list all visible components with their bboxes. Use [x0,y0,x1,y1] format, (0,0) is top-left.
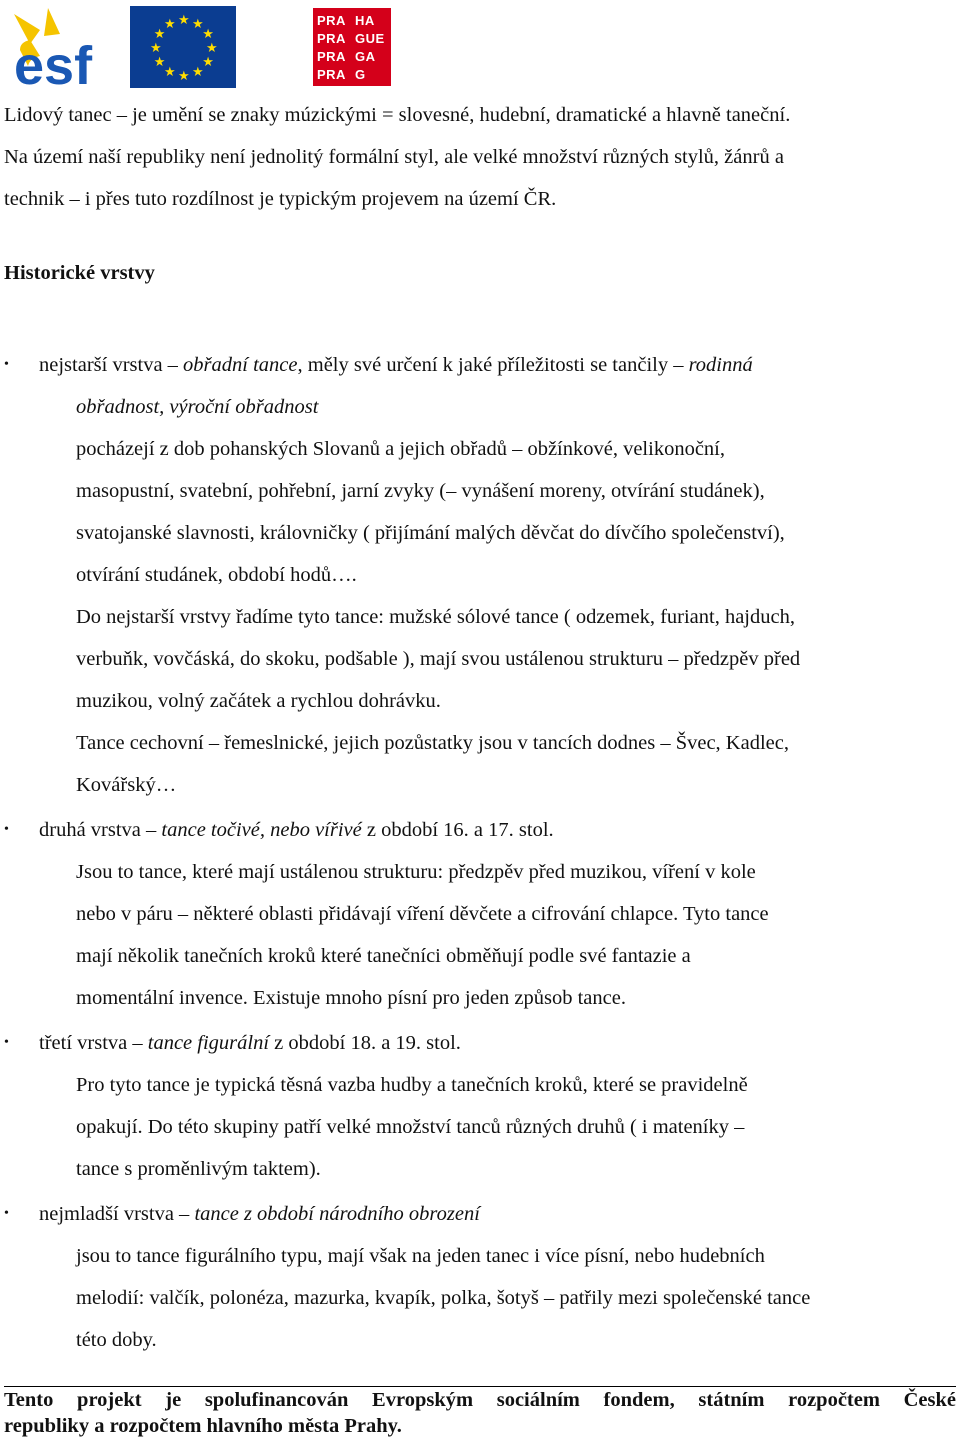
eu-star-icon: ★ [153,54,166,69]
eu-star-icon: ★ [178,68,190,83]
layer-heading [39,1022,948,1064]
prague-logo-text: GUE [355,31,385,46]
layer-text: z období 16. a 17. stol. [361,819,554,841]
eu-star-icon: ★ [202,26,214,41]
eu-star-icon: ★ [150,40,162,55]
layer-item [4,1022,948,1190]
layer-text: z období 18. a 19. stol. [269,1032,461,1054]
layer-name-italic: tance z období národního obrození [194,1203,480,1225]
layer-name-italic: obřadní tance [183,354,298,376]
paragraph-line: opakují. Do této skupiny patří velké množství tanců různých druhů ( i mateníky – [76,1116,745,1138]
page-header [0,0,960,92]
funding-footer [4,1386,956,1439]
paragraph-line: Do nejstarší vrstvy řadíme tyto tance: mužské sólové tance ( odzemek, furiant, hajduch, [76,606,795,628]
layer-text: , měly své určení k jaké příležitosti se tančily – [297,354,689,376]
paragraph-line: verbuňk, vovčáská, do skoku, podšable ), mají svou ustálenou strukturu – předzpěv před [76,648,801,670]
eu-star-icon: ★ [192,15,204,31]
esf-logo [10,4,238,90]
layer-paragraph [39,596,948,722]
layer-name-italic: tance točivé, nebo vířivé [161,819,362,841]
layer-paragraph [39,1064,948,1190]
paragraph-line: otvírání studánek, období hodů…. [76,564,357,586]
intro-line: Lidový tanec – je umění se znaky múzickými = slovesné, hudební, dramatické a hlavně taneční. [4,104,791,126]
esf-wordmark [10,4,126,90]
prague-logo-text: PRA [317,13,346,28]
paragraph-line: nebo v páru – některé oblasti přidávají víření děvčete a cifrování chlapce. Tyto tance [76,903,769,925]
paragraph-line: pocházejí z dob pohanských Slovanů a jejich obřadů – obžínkové, velikonoční, [76,438,725,460]
layer-name-italic: rodinná [688,354,753,376]
layer-name-continuation: obřadnost, výroční obřadnost [76,396,319,418]
layer-heading [39,344,948,428]
prague-logo [313,8,391,86]
bullet-icon: • [4,1035,9,1050]
layer-text: třetí vrstva – [39,1032,148,1054]
intro-paragraph [4,94,948,220]
layer-item [4,1193,948,1361]
bullet-icon: • [4,357,9,372]
layer-text: nejmladší vrstva – [39,1203,195,1225]
intro-line: Na území naší republiky není jednolitý formální styl, ale velké množství různých stylů, žánrů a [4,146,784,168]
eu-star-icon: ★ [206,40,218,55]
prague-logo-text: PRA [317,67,346,82]
prague-logo-text: G [355,67,366,82]
eu-star-icon: ★ [164,64,176,80]
footer-line: Tento projekt je spolufinancován Evropským sociálním fondem, státním rozpočtem České [4,1389,956,1411]
prague-logo-text: PRA [317,31,346,46]
paragraph-line: Pro tyto tance je typická těsná vazba hudby a tanečních kroků, které se pravidelně [76,1074,748,1096]
eu-star-icon: ★ [178,12,190,27]
layer-text: druhá vrstva – [39,819,162,841]
paragraph-line: melodií: valčík, polonéza, mazurka, kvapík, polka, šotyš – patřily mezi společenské tance [76,1287,811,1309]
footer-line: republiky a rozpočtem hlavního města Prahy. [4,1415,402,1437]
paragraph-line: tance s proměnlivým taktem). [76,1158,321,1180]
layer-paragraph [39,1235,948,1361]
prague-logo-text: PRA [317,49,346,64]
paragraph-line: Tance cechovní – řemeslnické, jejich pozůstatky jsou v tancích dodnes – Švec, Kadlec, [76,732,789,754]
eu-star-icon: ★ [164,15,176,31]
paragraph-line: masopustní, svatební, pohřební, jarní zvyky (– vynášení moreny, otvírání studánek), [76,480,765,502]
eu-star-icon: ★ [192,64,204,80]
bullet-icon: • [4,1206,9,1221]
paragraph-line: jsou to tance figurálního typu, mají však na jeden tanec i více písní, nebo hudebních [76,1245,765,1267]
layer-name-italic: tance figurální [147,1032,270,1054]
layer-item [4,809,948,1019]
paragraph-line: muzikou, volný začátek a rychlou dohrávku. [76,690,441,712]
paragraph-line: Jsou to tance, které mají ustálenou strukturu: předzpěv před muzikou, víření v kole [76,861,756,883]
prague-logo-text: HA [355,13,375,28]
paragraph-line: mají několik tanečních kroků které tanečníci obměňují podle své fantazie a [76,945,691,967]
eu-flag-icon [130,6,236,88]
eu-star-icon: ★ [153,26,166,41]
paragraph-line: momentální invence. Existuje mnoho písní pro jeden způsob tance. [76,987,626,1009]
layer-text: nejstarší vrstva – [39,354,184,376]
bullet-icon: • [4,822,9,837]
layer-item [4,344,948,806]
layer-paragraph [39,428,948,596]
paragraph-line: Kovářský… [76,774,177,796]
prague-logo-text: GA [355,49,376,64]
paragraph-line: této doby. [76,1329,157,1351]
esf-text: esf [14,36,93,90]
section-heading: Historické vrstvy [4,262,155,284]
document-body [4,94,948,1351]
layer-paragraph [39,851,948,1019]
intro-line: technik – i přes tuto rozdílnost je typickým projevem na území ČR. [4,188,557,210]
layers-list [4,344,948,1361]
layer-heading [39,1193,948,1235]
layer-heading [39,809,948,851]
paragraph-line: svatojanské slavnosti, královničky ( přijímání malých děvčat do dívčího společenství), [76,522,785,544]
eu-star-icon: ★ [202,54,214,69]
layer-paragraph [39,722,948,806]
